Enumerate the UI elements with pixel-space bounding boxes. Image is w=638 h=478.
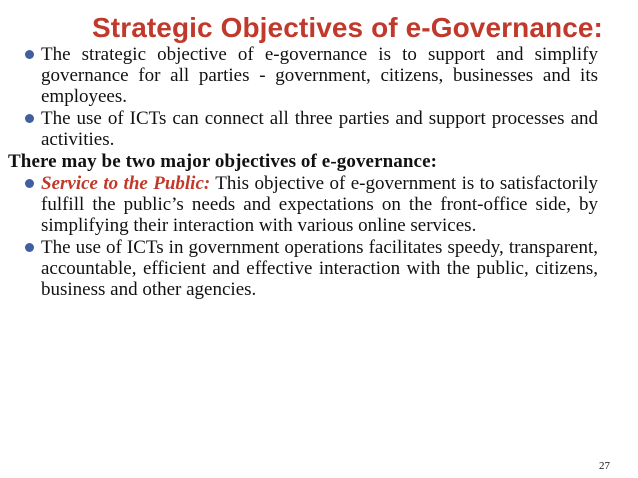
highlighted-phrase: Service to the Public bbox=[41, 173, 204, 194]
bullet-item bbox=[24, 108, 598, 150]
slide-content bbox=[8, 44, 598, 301]
bullet-dot-icon bbox=[25, 114, 34, 123]
section-heading: There may be two major objectives of e-governance: bbox=[8, 151, 438, 172]
bullet-item bbox=[24, 173, 598, 236]
bullet-dot-icon bbox=[25, 50, 34, 59]
bullet-text: The use of ICTs in government operations facilitates speedy, transparent, accountable, efficient and effective interaction with the public, citizens, business and other agencies. bbox=[41, 237, 598, 300]
bullet-item bbox=[24, 44, 598, 107]
page-number: 27 bbox=[599, 460, 610, 472]
bullet-text: This objective of e-government is to satisfactorily fulfill the public’s needs and expectations on the front-office side, by simplifying their interaction with various online services. bbox=[41, 173, 598, 236]
highlighted-colon: : bbox=[203, 173, 211, 194]
bullet-text: The strategic objective of e-governance is to support and simplify governance for all parties - government, citizens, businesses and its employees. bbox=[41, 44, 598, 107]
bullet-text: The use of ICTs can connect all three parties and support processes and activities. bbox=[41, 108, 598, 150]
bullet-dot-icon bbox=[25, 243, 34, 252]
slide-title: Strategic Objectives of e-Governance: bbox=[92, 12, 603, 43]
bullet-dot-icon bbox=[25, 179, 34, 188]
bullet-item bbox=[24, 237, 598, 300]
